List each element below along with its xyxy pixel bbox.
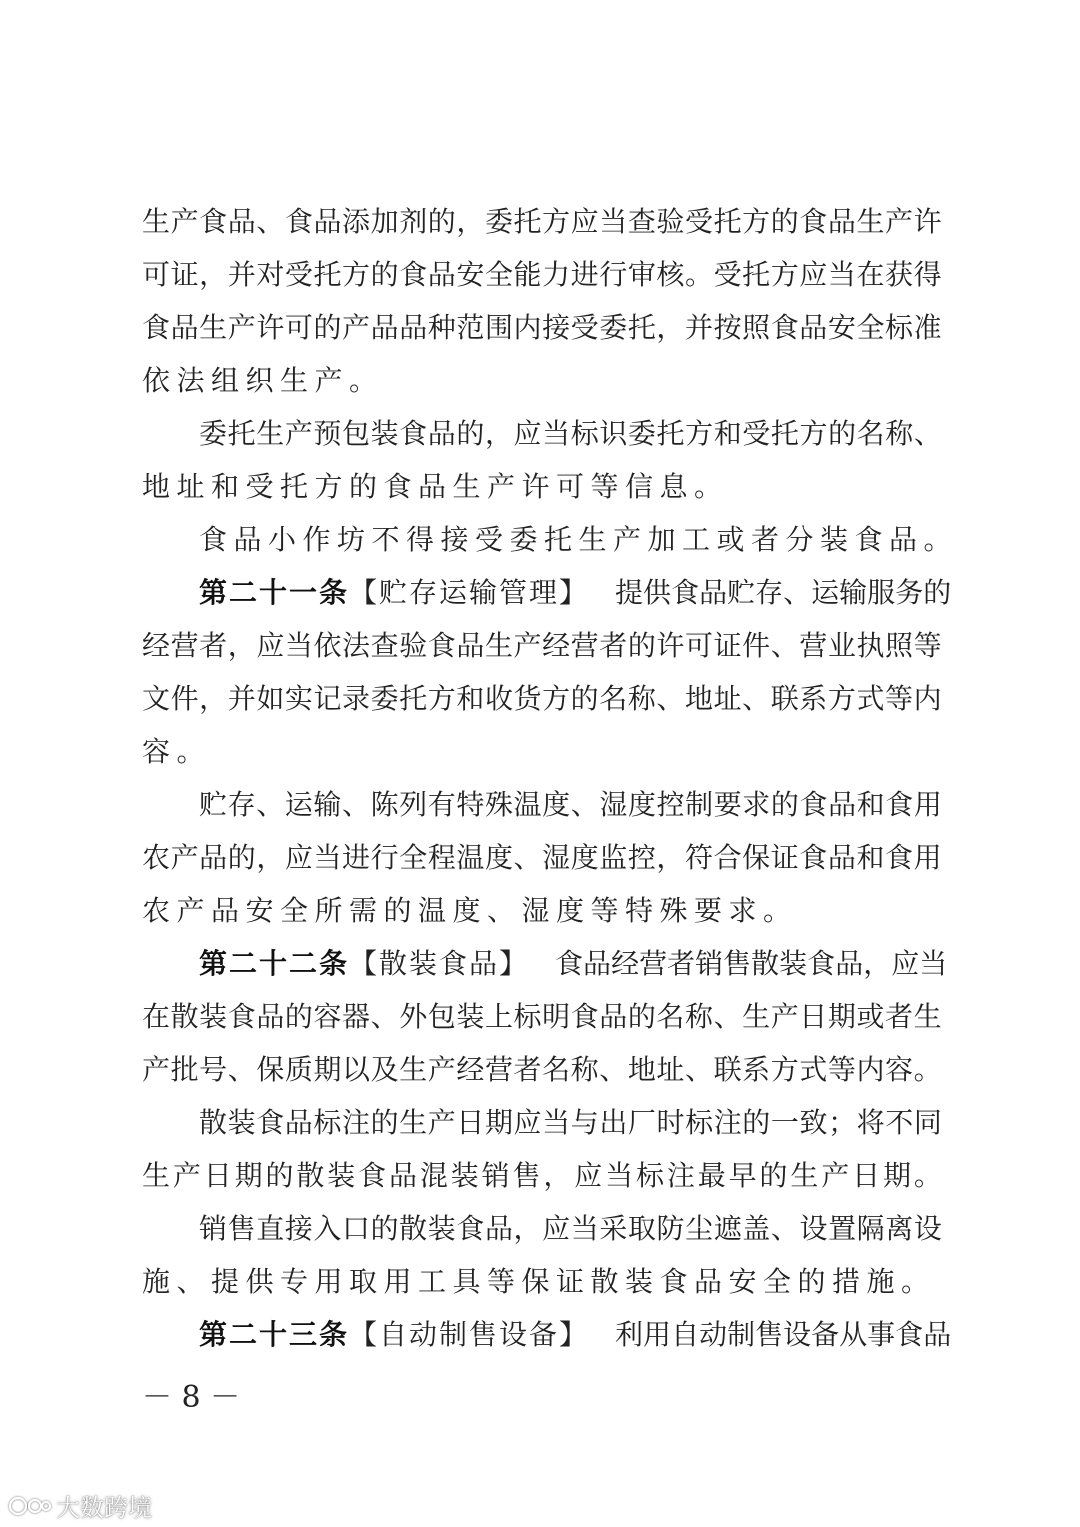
text-line: 农 产 品 的 ， 应 当 进 行 全 程 温 度 、 湿 度 监 控 ， 符 合 保 证 食 品 和 食 用 (142, 841, 942, 874)
text-line: 施、提供专用取用工具等保证散装食品安全的措施。 (142, 1265, 936, 1298)
text-line: 生 产 食 品 、 食 品 添 加 剂 的 ， 委 托 方 应 当 查 验 受 托 方 的 食 品 生 产 许 (142, 205, 942, 238)
watermark-text: 大数跨境 (56, 1494, 152, 1522)
text-line: 文 件 ， 并 如 实 记 录 委 托 方 和 收 货 方 的 名 称 、 地 址 、 联 系 方 式 等 内 (142, 682, 942, 715)
text-line: 贮 存 、 运 输 、 陈 列 有 特 殊 温 度 、 湿 度 控 制 要 求 的 食 品 和 食 用 (199, 788, 942, 821)
article-number: 第二十二条 (199, 947, 350, 980)
text-line: 在 散 装 食 品 的 容 器 、 外 包 装 上 标 明 食 品 的 名 称 、 生 产 日 期 或 者 生 (142, 1000, 942, 1033)
article-heading (142, 566, 952, 619)
article-heading (142, 937, 948, 990)
body-text (142, 195, 959, 1361)
watermark-logo-icon (8, 1493, 52, 1519)
article-heading (142, 1308, 952, 1361)
text-line: 地址和受托方的食品生产许可等信息。 (142, 470, 729, 503)
article-title: 【自动制售设备】 (349, 1318, 590, 1351)
text-line: 食品小作坊不得接受委托生产加工或者分装食品。 (199, 523, 959, 556)
text-line: 生 产 日 期 的 散 装 食 品 混 装 销 售 ， 应 当 标 注 最 早 的 生 产 日 期 。 (142, 1159, 942, 1192)
text-line: 经 营 者 ， 应 当 依 法 查 验 食 品 生 产 经 营 者 的 许 可 证 件 、 营 业 执 照 等 (142, 629, 942, 662)
text-line: 销 售 直 接 入 口 的 散 装 食 品 ， 应 当 采 取 防 尘 遮 盖 、 设 置 隔 离 设 (199, 1212, 942, 1245)
article-number: 第二十一条 (199, 576, 350, 609)
watermark (8, 1488, 152, 1523)
page-number: － 8 － (142, 1380, 241, 1415)
article-text: 食 品 经 营 者 销 售 散 装 食 品 ， 应 当 (555, 947, 948, 980)
article-number: 第二十三条 (199, 1318, 350, 1351)
article-title: 【贮存运输管理】 (349, 576, 590, 609)
article-title: 【散装食品】 (349, 947, 530, 980)
text-line: 委 托 生 产 预 包 装 食 品 的 ， 应 当 标 识 委 托 方 和 受 托 方 的 名 称 、 (199, 417, 942, 450)
text-line: 容。 (142, 735, 212, 768)
text-line: 依法组织生产。 (142, 364, 384, 397)
text-line: 散 装 食 品 标 注 的 生 产 日 期 应 当 与 出 厂 时 标 注 的 一 致 ； 将 不 同 (199, 1106, 942, 1139)
article-text: 提 供 食 品 贮 存 、 运 输 服 务 的 (615, 576, 952, 609)
text-line: 产 批 号 、 保 质 期 以 及 生 产 经 营 者 名 称 、 地 址 、 联 系 方 式 等 内 容 。 (142, 1053, 942, 1086)
text-line: 食 品 生 产 许 可 的 产 品 品 种 范 围 内 接 受 委 托 ， 并 按 照 食 品 安 全 标 准 (142, 311, 942, 344)
article-text: 利 用 自 动 制 售 设 备 从 事 食 品 (615, 1318, 952, 1351)
text-line: 农产品安全所需的温度、湿度等特殊要求。 (142, 894, 798, 927)
text-line: 可 证 ， 并 对 受 托 方 的 食 品 安 全 能 力 进 行 审 核 。 受 托 方 应 当 在 获 得 (142, 258, 942, 291)
